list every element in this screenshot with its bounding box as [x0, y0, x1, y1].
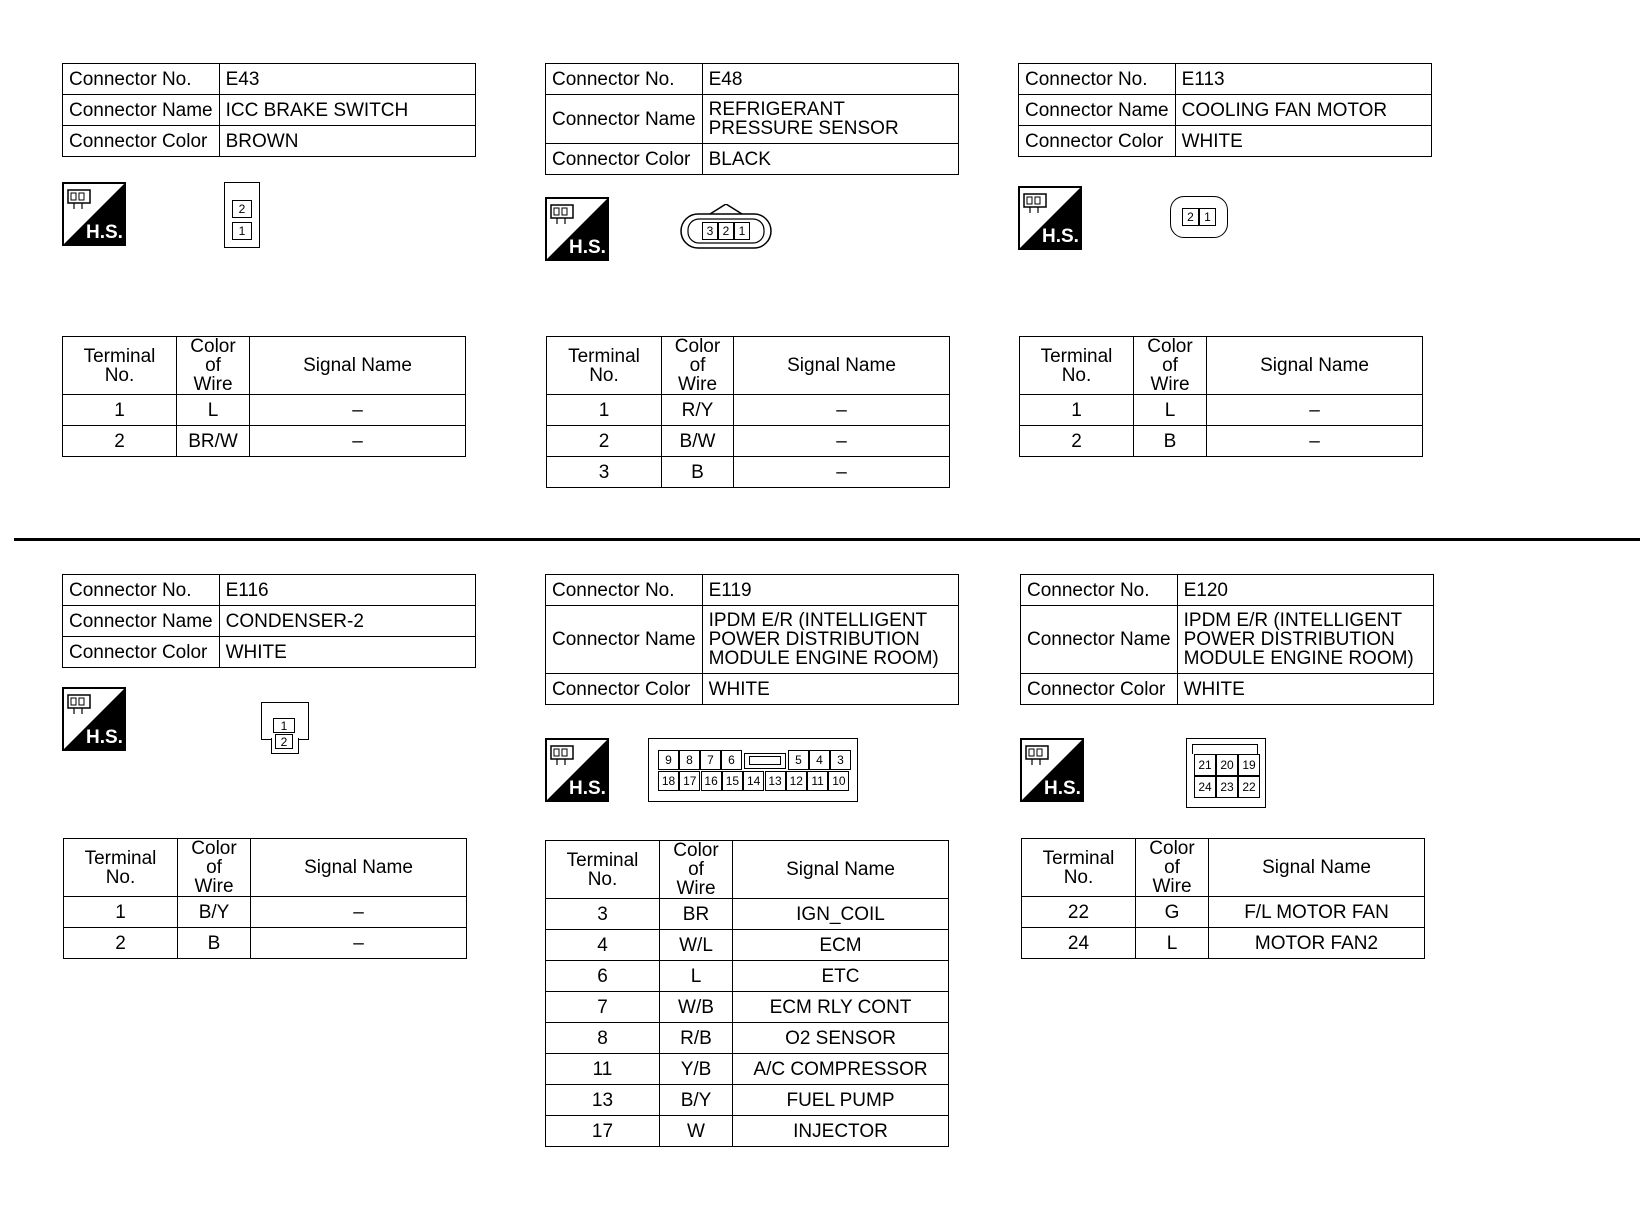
connector-name-row — [63, 95, 476, 126]
connector-no-value: E120 — [1177, 575, 1433, 606]
hs-label: H.S. — [569, 237, 606, 258]
table-row — [63, 426, 466, 457]
connector-name-value: COOLING FAN MOTOR — [1175, 95, 1431, 126]
signal-name-header: Signal Name — [250, 337, 466, 395]
terminal-no-header: Terminal No. — [63, 337, 177, 395]
signal-name-cell: – — [250, 395, 466, 426]
terminal-no-header: Terminal No. — [546, 841, 660, 899]
pin-cell: 13 — [765, 771, 786, 791]
terminal-table — [1021, 838, 1425, 959]
connector-no-value: E119 — [702, 575, 958, 606]
connector-no-label: Connector No. — [546, 64, 703, 95]
connector-housing — [648, 738, 858, 802]
terminal-no-header: Terminal No. — [547, 337, 662, 395]
connector-name-row — [63, 606, 476, 637]
connector-name-label: Connector Name — [1021, 606, 1178, 674]
signal-name-cell: IGN_COIL — [733, 899, 949, 930]
connector-no-label: Connector No. — [63, 575, 220, 606]
connector-color-label: Connector Color — [63, 126, 220, 157]
table-row — [546, 1085, 949, 1116]
table-row — [546, 1023, 949, 1054]
color-of-wire-header: Color of Wire — [662, 337, 734, 395]
section-divider — [14, 538, 1640, 541]
connector-name-value: IPDM E/R (INTELLIGENT POWER DISTRIBUTION MODULE ENGINE ROOM) — [702, 606, 958, 674]
terminal-no-cell: 8 — [546, 1023, 660, 1054]
table-header — [63, 337, 466, 395]
pin-cell: 2 — [275, 734, 293, 749]
table-row — [546, 961, 949, 992]
connector-name-value: REFRIGERANT PRESSURE SENSOR — [702, 95, 958, 144]
connector-info-table — [1018, 63, 1432, 157]
terminal-no-cell: 11 — [546, 1054, 660, 1085]
connector-info-table — [545, 574, 959, 705]
table-row — [546, 1054, 949, 1085]
connector-no-row — [1019, 64, 1432, 95]
table-row — [547, 457, 950, 488]
hs-label: H.S. — [86, 727, 123, 748]
terminal-table — [546, 336, 950, 488]
signal-name-cell: INJECTOR — [733, 1116, 949, 1147]
signal-name-cell: O2 SENSOR — [733, 1023, 949, 1054]
info-table — [545, 574, 959, 705]
connector-name-value: ICC BRAKE SWITCH — [219, 95, 475, 126]
connector-name-label: Connector Name — [546, 95, 703, 144]
connector-info-table — [545, 63, 959, 175]
harness-side-icon — [62, 687, 126, 756]
color-of-wire-header: Color of Wire — [178, 839, 251, 897]
terminal-no-cell: 2 — [547, 426, 662, 457]
terminal-no-header: Terminal No. — [64, 839, 178, 897]
connector-face — [680, 204, 772, 255]
pin-cell: 1 — [734, 222, 750, 240]
pin-cell: 14 — [743, 771, 764, 791]
info-table — [1018, 63, 1432, 157]
table-row — [1022, 928, 1425, 959]
table-row — [1020, 426, 1423, 457]
wire-color-cell: B/Y — [178, 897, 251, 928]
pin-cell: 22 — [1238, 776, 1260, 798]
signal-name-cell: – — [734, 426, 950, 457]
table-row — [547, 395, 950, 426]
pin-cell: 18 — [658, 771, 679, 791]
connector-name-label: Connector Name — [546, 606, 703, 674]
terminal-no-cell: 17 — [546, 1116, 660, 1147]
connector-no-label: Connector No. — [1021, 575, 1178, 606]
wire-color-cell: L — [177, 395, 250, 426]
harness-side-icon — [545, 197, 609, 266]
signal-name-header: Signal Name — [1207, 337, 1423, 395]
connector-info-table — [62, 63, 476, 157]
connector-color-row — [63, 637, 476, 668]
wire-color-cell: R/B — [660, 1023, 733, 1054]
connector-no-row — [546, 575, 959, 606]
connector-color-row — [546, 674, 959, 705]
connector-no-row — [1021, 575, 1434, 606]
signal-name-cell: – — [251, 928, 467, 959]
wire-color-cell: G — [1136, 897, 1209, 928]
pin-cell: 3 — [830, 750, 851, 770]
connector-color-row — [1021, 674, 1434, 705]
signal-name-cell: ECM RLY CONT — [733, 992, 949, 1023]
latch-slot — [749, 756, 781, 765]
connector-name-label: Connector Name — [63, 606, 220, 637]
connector-latch — [1192, 744, 1258, 754]
wire-color-cell: B/W — [662, 426, 734, 457]
terminal-no-cell: 2 — [63, 426, 177, 457]
info-table — [545, 63, 959, 175]
pin-cell: 20 — [1216, 754, 1238, 776]
table-header — [64, 839, 467, 897]
terminal-no-cell: 2 — [1020, 426, 1134, 457]
terminal-table — [62, 336, 466, 457]
harness-side-icon — [1018, 186, 1082, 255]
color-of-wire-header: Color of Wire — [177, 337, 250, 395]
table-row — [546, 899, 949, 930]
connector-color-value: BROWN — [219, 126, 475, 157]
pin-cell: 7 — [700, 750, 721, 770]
color-of-wire-header: Color of Wire — [1136, 839, 1209, 897]
pin-cell: 6 — [721, 750, 742, 770]
info-table — [62, 63, 476, 157]
pin-cell: 23 — [1216, 776, 1238, 798]
hs-label: H.S. — [1042, 226, 1079, 247]
wire-color-cell: B — [662, 457, 734, 488]
connector-color-label: Connector Color — [1021, 674, 1178, 705]
signal-name-cell: F/L MOTOR FAN — [1209, 897, 1425, 928]
terminal-no-cell: 3 — [547, 457, 662, 488]
connector-no-label: Connector No. — [1019, 64, 1176, 95]
signal-name-cell: – — [734, 395, 950, 426]
wire-color-cell: L — [660, 961, 733, 992]
connector-info-table — [1020, 574, 1434, 705]
terminal-no-cell: 6 — [546, 961, 660, 992]
signal-name-header: Signal Name — [733, 841, 949, 899]
signal-name-cell: ETC — [733, 961, 949, 992]
connector-name-row — [1019, 95, 1432, 126]
connector-color-row — [546, 144, 959, 175]
connector-name-row — [546, 606, 959, 674]
signal-name-header: Signal Name — [251, 839, 467, 897]
connector-color-label: Connector Color — [546, 674, 703, 705]
pin-cell: 1 — [1199, 208, 1216, 226]
connector-no-value: E48 — [702, 64, 958, 95]
color-of-wire-header: Color of Wire — [660, 841, 733, 899]
terminal-table — [63, 838, 467, 959]
pin-cell: 2 — [718, 222, 734, 240]
pin-cell: 4 — [809, 750, 830, 770]
terminal-grid — [1021, 838, 1425, 959]
signal-name-cell: ECM — [733, 930, 949, 961]
signal-name-header: Signal Name — [1209, 839, 1425, 897]
signal-name-cell: A/C COMPRESSOR — [733, 1054, 949, 1085]
terminal-no-cell: 4 — [546, 930, 660, 961]
wire-color-cell: BR — [660, 899, 733, 930]
pin-cell: 2 — [1182, 208, 1199, 226]
connector-name-value: CONDENSER-2 — [219, 606, 475, 637]
connector-no-row — [63, 575, 476, 606]
hs-label: H.S. — [1044, 778, 1081, 799]
signal-name-cell: – — [251, 897, 467, 928]
wire-color-cell: W/L — [660, 930, 733, 961]
terminal-no-cell: 22 — [1022, 897, 1136, 928]
connector-color-label: Connector Color — [546, 144, 703, 175]
terminal-grid — [546, 336, 950, 488]
table-header — [546, 841, 949, 899]
info-table — [1020, 574, 1434, 705]
connector-color-value: WHITE — [1177, 674, 1433, 705]
hs-label: H.S. — [86, 222, 123, 243]
wire-color-cell: L — [1136, 928, 1209, 959]
harness-side-icon — [62, 182, 126, 251]
pin-cell: 3 — [702, 222, 718, 240]
terminal-no-header: Terminal No. — [1022, 839, 1136, 897]
connector-no-value: E116 — [219, 575, 475, 606]
terminal-no-header: Terminal No. — [1020, 337, 1134, 395]
pin-cell: 5 — [788, 750, 809, 770]
pin-cell: 9 — [658, 750, 679, 770]
connector-color-label: Connector Color — [63, 637, 220, 668]
connector-color-row — [63, 126, 476, 157]
terminal-no-cell: 1 — [1020, 395, 1134, 426]
terminal-grid — [545, 840, 949, 1147]
wire-color-cell: L — [1134, 395, 1207, 426]
signal-name-cell: FUEL PUMP — [733, 1085, 949, 1116]
harness-side-icon — [1020, 738, 1084, 807]
wire-color-cell: B — [1134, 426, 1207, 457]
connector-no-value: E113 — [1175, 64, 1431, 95]
connector-color-value: BLACK — [702, 144, 958, 175]
table-row — [546, 930, 949, 961]
wire-color-cell: Y/B — [660, 1054, 733, 1085]
pin-cell: 8 — [679, 750, 700, 770]
table-header — [1022, 839, 1425, 897]
terminal-no-cell: 2 — [64, 928, 178, 959]
pin-cell: 15 — [722, 771, 743, 791]
connector-name-value: IPDM E/R (INTELLIGENT POWER DISTRIBUTION MODULE ENGINE ROOM) — [1177, 606, 1433, 674]
terminal-no-cell: 13 — [546, 1085, 660, 1116]
connector-name-label: Connector Name — [63, 95, 220, 126]
table-row — [547, 426, 950, 457]
pin-cell: 2 — [232, 200, 252, 218]
terminal-grid — [62, 336, 466, 457]
pin-cell: 24 — [1194, 776, 1216, 798]
connector-color-value: WHITE — [702, 674, 958, 705]
connector-color-row — [1019, 126, 1432, 157]
signal-name-cell: – — [1207, 395, 1423, 426]
terminal-no-cell: 1 — [547, 395, 662, 426]
pin-cell: 1 — [232, 222, 252, 240]
connector-color-value: WHITE — [1175, 126, 1431, 157]
connector-no-label: Connector No. — [546, 575, 703, 606]
connector-no-row — [546, 64, 959, 95]
wire-color-cell: B/Y — [660, 1085, 733, 1116]
wire-color-cell: B — [178, 928, 251, 959]
terminal-grid — [63, 838, 467, 959]
table-row — [63, 395, 466, 426]
signal-name-cell: – — [250, 426, 466, 457]
pin-cell: 12 — [786, 771, 807, 791]
table-row — [64, 897, 467, 928]
connector-name-label: Connector Name — [1019, 95, 1176, 126]
terminal-no-cell: 1 — [63, 395, 177, 426]
connector-name-row — [1021, 606, 1434, 674]
info-table — [62, 574, 476, 668]
wire-color-cell: W/B — [660, 992, 733, 1023]
connector-no-label: Connector No. — [63, 64, 220, 95]
color-of-wire-header: Color of Wire — [1134, 337, 1207, 395]
table-header — [1020, 337, 1423, 395]
terminal-no-cell: 24 — [1022, 928, 1136, 959]
connector-color-value: WHITE — [219, 637, 475, 668]
connector-info-table — [62, 574, 476, 668]
table-row — [64, 928, 467, 959]
table-row — [546, 992, 949, 1023]
terminal-table — [545, 840, 949, 1147]
terminal-no-cell: 7 — [546, 992, 660, 1023]
pin-cell: 10 — [828, 771, 849, 791]
signal-name-cell: – — [734, 457, 950, 488]
terminal-table — [1019, 336, 1423, 457]
harness-side-icon — [545, 738, 609, 807]
pin-cell: 17 — [679, 771, 700, 791]
pin-cell: 21 — [1194, 754, 1216, 776]
pin-cell: 19 — [1238, 754, 1260, 776]
pin-cell: 1 — [273, 718, 295, 733]
table-header — [547, 337, 950, 395]
table-row — [1020, 395, 1423, 426]
wire-color-cell: BR/W — [177, 426, 250, 457]
terminal-no-cell: 3 — [546, 899, 660, 930]
pin-cell: 11 — [807, 771, 828, 791]
terminal-no-cell: 1 — [64, 897, 178, 928]
connector-color-label: Connector Color — [1019, 126, 1176, 157]
table-row — [546, 1116, 949, 1147]
connector-no-value: E43 — [219, 64, 475, 95]
pin-cell: 16 — [701, 771, 722, 791]
wire-color-cell: R/Y — [662, 395, 734, 426]
wire-color-cell: W — [660, 1116, 733, 1147]
table-row — [1022, 897, 1425, 928]
terminal-grid — [1019, 336, 1423, 457]
signal-name-cell: MOTOR FAN2 — [1209, 928, 1425, 959]
signal-name-header: Signal Name — [734, 337, 950, 395]
connector-name-row — [546, 95, 959, 144]
signal-name-cell: – — [1207, 426, 1423, 457]
connector-no-row — [63, 64, 476, 95]
hs-label: H.S. — [569, 778, 606, 799]
